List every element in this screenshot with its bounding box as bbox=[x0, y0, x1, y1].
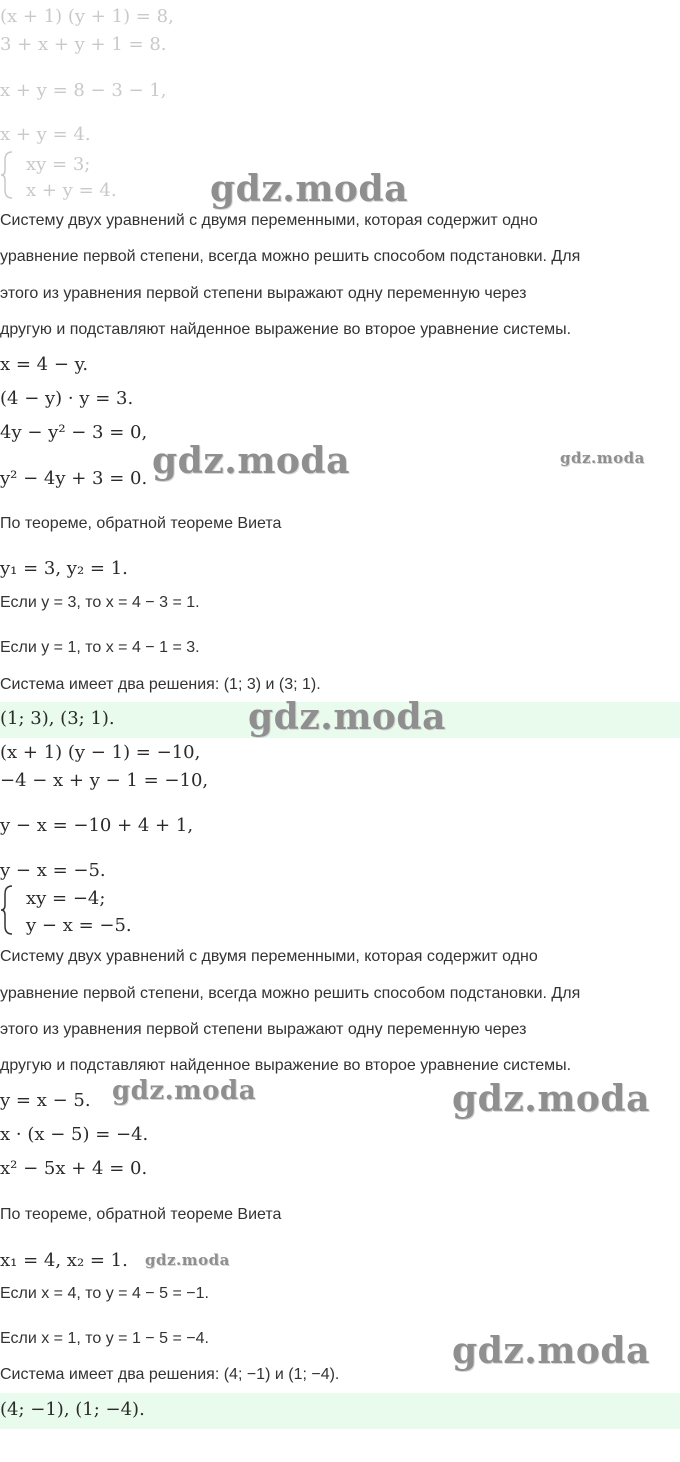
watermark: gdz.moda bbox=[112, 1076, 257, 1106]
s1-answer: (1; 3), (3; 1). bbox=[0, 708, 115, 729]
s1-explain-4: другую и подставляют найденное выражение во второе уравнение системы. bbox=[0, 321, 572, 338]
s2-system-brace bbox=[0, 884, 14, 936]
s2-line4: y − x = −5. bbox=[0, 860, 106, 881]
s1-explain-2: уравнение первой степени, всегда можно решить способом подстановки. Для bbox=[0, 248, 581, 265]
s2-summary: Система имеет два решения: (4; −1) и (1; −4). bbox=[0, 1366, 340, 1383]
s1-eq2: (4 − y) · y = 3. bbox=[0, 388, 134, 409]
s2-explain-2: уравнение первой степени, всегда можно решить способом подстановки. Для bbox=[0, 985, 581, 1002]
s2-line3: y − x = −10 + 4 + 1, bbox=[0, 815, 194, 836]
s1-vieta-text: По теореме, обратной теореме Виета bbox=[0, 515, 282, 532]
s2-system-eq2: y − x = −5. bbox=[26, 915, 132, 936]
watermark: gdz.moda bbox=[560, 449, 645, 467]
s2-system-eq1: xy = −4; bbox=[26, 888, 106, 909]
s1-system-eq2: x + y = 4. bbox=[26, 180, 117, 201]
s1-line1: (x + 1) (y + 1) = 8, bbox=[0, 6, 174, 27]
s2-answer: (4; −1), (1; −4). bbox=[0, 1399, 145, 1420]
s1-case1: Если y = 3, то x = 4 − 3 = 1. bbox=[0, 594, 200, 611]
s1-explain-3: этого из уравнения первой степени выражают одну переменную через bbox=[0, 285, 527, 302]
watermark: gdz.moda bbox=[152, 440, 350, 482]
s2-case1: Если x = 4, то y = 4 − 5 = −1. bbox=[0, 1285, 209, 1302]
watermark: gdz.moda bbox=[210, 168, 408, 210]
watermark: gdz.moda bbox=[452, 1330, 650, 1372]
s2-line2: −4 − x + y − 1 = −10, bbox=[0, 770, 209, 791]
s1-case2: Если y = 1, то x = 4 − 1 = 3. bbox=[0, 639, 200, 656]
s1-line4: x + y = 4. bbox=[0, 124, 91, 145]
s1-eq4: y² − 4y + 3 = 0. bbox=[0, 468, 148, 489]
s1-summary: Система имеет два решения: (1; 3) и (3; 1). bbox=[0, 676, 321, 693]
s2-line1: (x + 1) (y − 1) = −10, bbox=[0, 742, 201, 763]
s2-eq1: y = x − 5. bbox=[0, 1090, 91, 1111]
s2-explain-1: Систему двух уравнений с двумя переменными, которая содержит одно bbox=[0, 948, 538, 965]
s1-system-eq1: xy = 3; bbox=[26, 154, 91, 175]
s2-roots: x₁ = 4, x₂ = 1. bbox=[0, 1250, 128, 1271]
s2-case2: Если x = 1, то y = 1 − 5 = −4. bbox=[0, 1330, 209, 1347]
s2-vieta-text: По теореме, обратной теореме Виета bbox=[0, 1206, 282, 1223]
s2-eq3: x² − 5x + 4 = 0. bbox=[0, 1158, 148, 1179]
s1-line3: x + y = 8 − 3 − 1, bbox=[0, 80, 167, 101]
s2-explain-3: этого из уравнения первой степени выражают одну переменную через bbox=[0, 1021, 527, 1038]
s2-explain-4: другую и подставляют найденное выражение во второе уравнение системы. bbox=[0, 1057, 572, 1074]
s1-eq3: 4y − y² − 3 = 0, bbox=[0, 422, 148, 443]
s2-eq2: x · (x − 5) = −4. bbox=[0, 1124, 149, 1145]
s2-answer-box bbox=[0, 1393, 680, 1429]
watermark: gdz.moda bbox=[452, 1078, 650, 1120]
s1-system-brace bbox=[0, 150, 14, 200]
watermark: gdz.moda bbox=[145, 1251, 230, 1269]
s1-eq1: x = 4 − y. bbox=[0, 354, 89, 375]
s1-roots: y₁ = 3, y₂ = 1. bbox=[0, 558, 128, 579]
s1-explain-1: Систему двух уравнений с двумя переменными, которая содержит одно bbox=[0, 212, 538, 229]
watermark: gdz.moda bbox=[248, 696, 446, 738]
s1-line2: 3 + x + y + 1 = 8. bbox=[0, 34, 167, 55]
